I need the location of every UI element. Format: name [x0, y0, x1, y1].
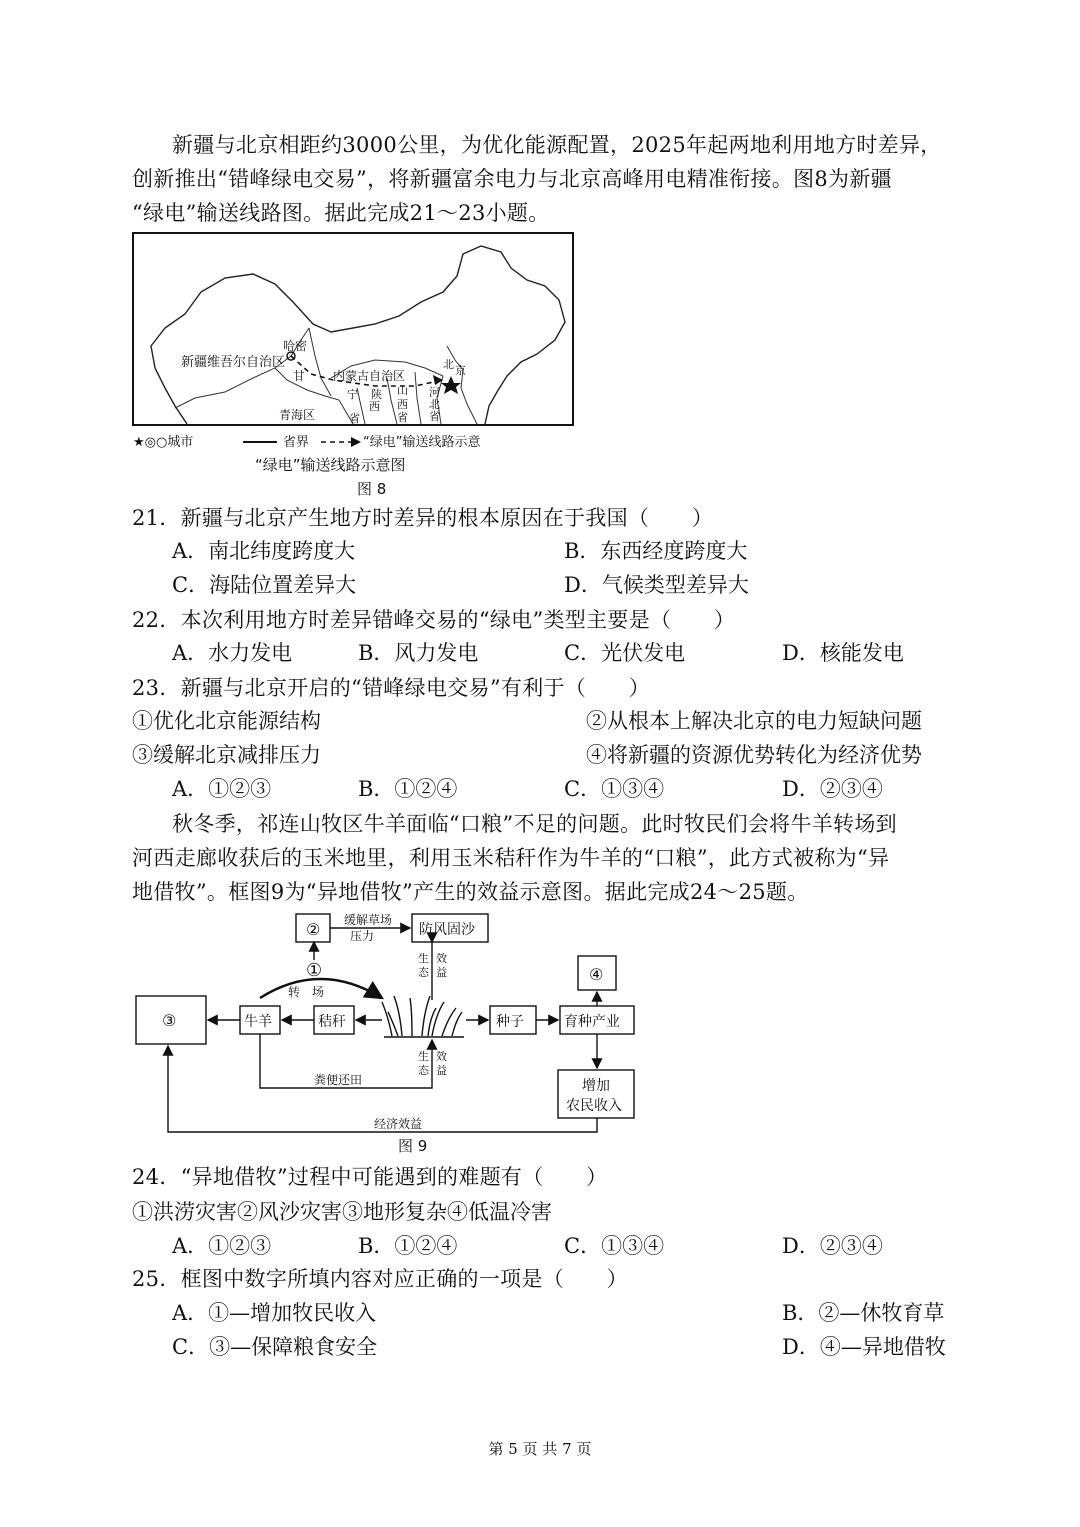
page-footer: 第 5 页 共 7 页 — [488, 1440, 592, 1458]
intro2-line3: 地借牧”。框图9为“异地借牧”产生的效益示意图。据此完成24～25题。 — [132, 880, 809, 904]
label-qinghai: 青海区 — [279, 408, 316, 422]
label-ning: 宁 — [347, 388, 358, 401]
label-shanxi2: 西 — [397, 398, 408, 411]
q22-option-a: A．水力发电 — [172, 641, 293, 665]
label-zhuanchang: 转 场 — [288, 985, 325, 999]
q23-statement-2: ②从根本上解决北京的电力短缺问题 — [586, 709, 922, 733]
label-sheng-upper: 生 — [418, 952, 429, 965]
q25-option-b: B．②—休牧育草 — [782, 1301, 945, 1325]
label-sheng-lower: 生 — [418, 1050, 429, 1063]
intro1-line2: 创新推出“错峰绿电交易”，将新疆富余电力与北京高峰用电精准衔接。图8为新疆 — [132, 167, 892, 191]
q24-stem: 24．“异地借牧”过程中可能遇到的难题有（ ） — [132, 1165, 608, 1189]
figure-9-diagram — [130, 908, 640, 1158]
figure-9-caption: 图 9 — [398, 1137, 428, 1155]
box-niuyang-label: 牛羊 — [244, 1014, 272, 1030]
legend-border: 省界 — [283, 435, 310, 450]
box-jiegan-label: 秸秆 — [318, 1014, 346, 1030]
label-beijing2: 京 — [455, 364, 466, 377]
q23-option-d: D．②③④ — [782, 777, 883, 801]
label-huanjie-1: 缓解草场 — [344, 913, 393, 927]
label-tai-upper: 态 — [418, 966, 429, 979]
label-jingji: 经济效益 — [374, 1117, 423, 1131]
label-fenbian: 粪便还田 — [314, 1073, 363, 1087]
q23-option-a: A．①②③ — [172, 777, 272, 801]
q23-option-b: B．①②④ — [358, 777, 458, 801]
q24-statements: ①洪涝灾害②风沙灾害③地形复杂④低温冷害 — [132, 1200, 552, 1224]
label-tai-lower: 态 — [418, 1064, 429, 1077]
q23-statement-4: ④将新疆的资源优势转化为经济优势 — [586, 743, 922, 767]
label-sheng: 省 — [349, 412, 360, 425]
q21-stem: 21．新疆与北京产生地方时差异的根本原因在于我国（ ） — [132, 506, 714, 530]
box-yuzhong-label: 育种产业 — [564, 1014, 620, 1030]
intro2-line1: 秋冬季，祁连山牧区牛羊面临“口粮”不足的问题。此时牧民们会将牛羊转场到 — [172, 812, 897, 836]
q23-option-c: C．①③④ — [564, 777, 665, 801]
label-hami: 哈密 — [283, 339, 308, 353]
label-xinjiang: 新疆维吾尔自治区 — [181, 355, 286, 370]
legend-city: ★◎○城市 — [133, 435, 194, 450]
q24-option-a: A．①②③ — [172, 1234, 272, 1258]
q22-option-c: C．光伏发电 — [564, 641, 686, 665]
label-huanjie-2: 压力 — [350, 929, 375, 943]
legend-route: “绿电”输送线路示意 — [363, 435, 481, 450]
intro1-line3: “绿电”输送线路图。据此完成21～23小题。 — [132, 201, 550, 225]
box-zengjia-label-1: 增加 — [582, 1078, 610, 1094]
label-xiao-upper: 效 — [436, 952, 447, 965]
corn-crop-icon — [382, 996, 464, 1037]
label-hebei1: 河 — [429, 386, 440, 399]
q21-option-b: B．东西经度跨度大 — [564, 539, 748, 563]
box-fangfeng-label: 防风固沙 — [419, 922, 475, 938]
label-hebei2: 北 — [429, 398, 440, 411]
label-yi-lower: 益 — [436, 1064, 447, 1077]
q25-option-d: D．④—异地借牧 — [782, 1335, 946, 1359]
label-xiao-lower: 效 — [436, 1050, 447, 1063]
legend-route-arrow — [351, 437, 361, 447]
box-4-label: ④ — [589, 965, 604, 984]
circle-1-label: ① — [306, 960, 323, 981]
map-title: “绿电”输送线路示意图 — [255, 456, 406, 474]
q23-stem: 23．新疆与北京开启的“错峰绿电交易”有利于（ ） — [132, 676, 650, 700]
q21-option-c: C．海陆位置差异大 — [172, 573, 357, 597]
q25-option-a: A．①—增加牧民收入 — [172, 1301, 377, 1325]
q24-option-b: B．①②④ — [358, 1234, 458, 1258]
q25-option-c: C．③—保障粮食安全 — [172, 1335, 378, 1359]
box-3-label: ③ — [162, 1011, 177, 1030]
q23-statement-3: ③缓解北京减排压力 — [132, 743, 321, 767]
box-zengjia-label-2: 农民收入 — [566, 1098, 622, 1114]
q22-stem: 22．本次利用地方时差异错峰交易的“绿电”类型主要是（ ） — [132, 608, 736, 632]
intro1-line1: 新疆与北京相距约3000公里，为优化能源配置，2025年起两地利用地方时差异， — [172, 133, 942, 157]
label-shanxi1: 山 — [397, 384, 408, 397]
label-shaan-xi: 西 — [369, 400, 380, 413]
q21-option-a: A．南北纬度跨度大 — [172, 539, 356, 563]
q23-statement-1: ①优化北京能源结构 — [132, 709, 321, 733]
label-shaan: 陕 — [371, 388, 382, 401]
q24-option-c: C．①③④ — [564, 1234, 665, 1258]
q24-option-d: D．②③④ — [782, 1234, 883, 1258]
label-gan: 甘 — [293, 369, 306, 383]
figure-8-caption: 图 8 — [357, 480, 387, 498]
q21-option-d: D．气候类型差异大 — [564, 573, 749, 597]
box-2-label: ② — [306, 920, 321, 939]
label-neimenggu: 内蒙古自治区 — [333, 369, 406, 383]
label-yi-upper: 益 — [436, 966, 447, 979]
label-shanxi3: 省 — [397, 411, 408, 424]
q22-option-b: B．风力发电 — [358, 641, 479, 665]
q22-option-d: D．核能发电 — [782, 641, 904, 665]
box-zhongzi-label: 种子 — [496, 1014, 524, 1030]
label-hebei3: 省 — [429, 410, 440, 423]
q25-stem: 25．框图中数字所填内容对应正确的一项是（ ） — [132, 1267, 628, 1291]
figure-8-map — [125, 228, 585, 498]
label-beijing1: 北 — [443, 358, 454, 371]
intro2-line2: 河西走廊收获后的玉米地里，利用玉米秸秆作为牛羊的“口粮”，此方式被称为“异 — [132, 846, 890, 870]
